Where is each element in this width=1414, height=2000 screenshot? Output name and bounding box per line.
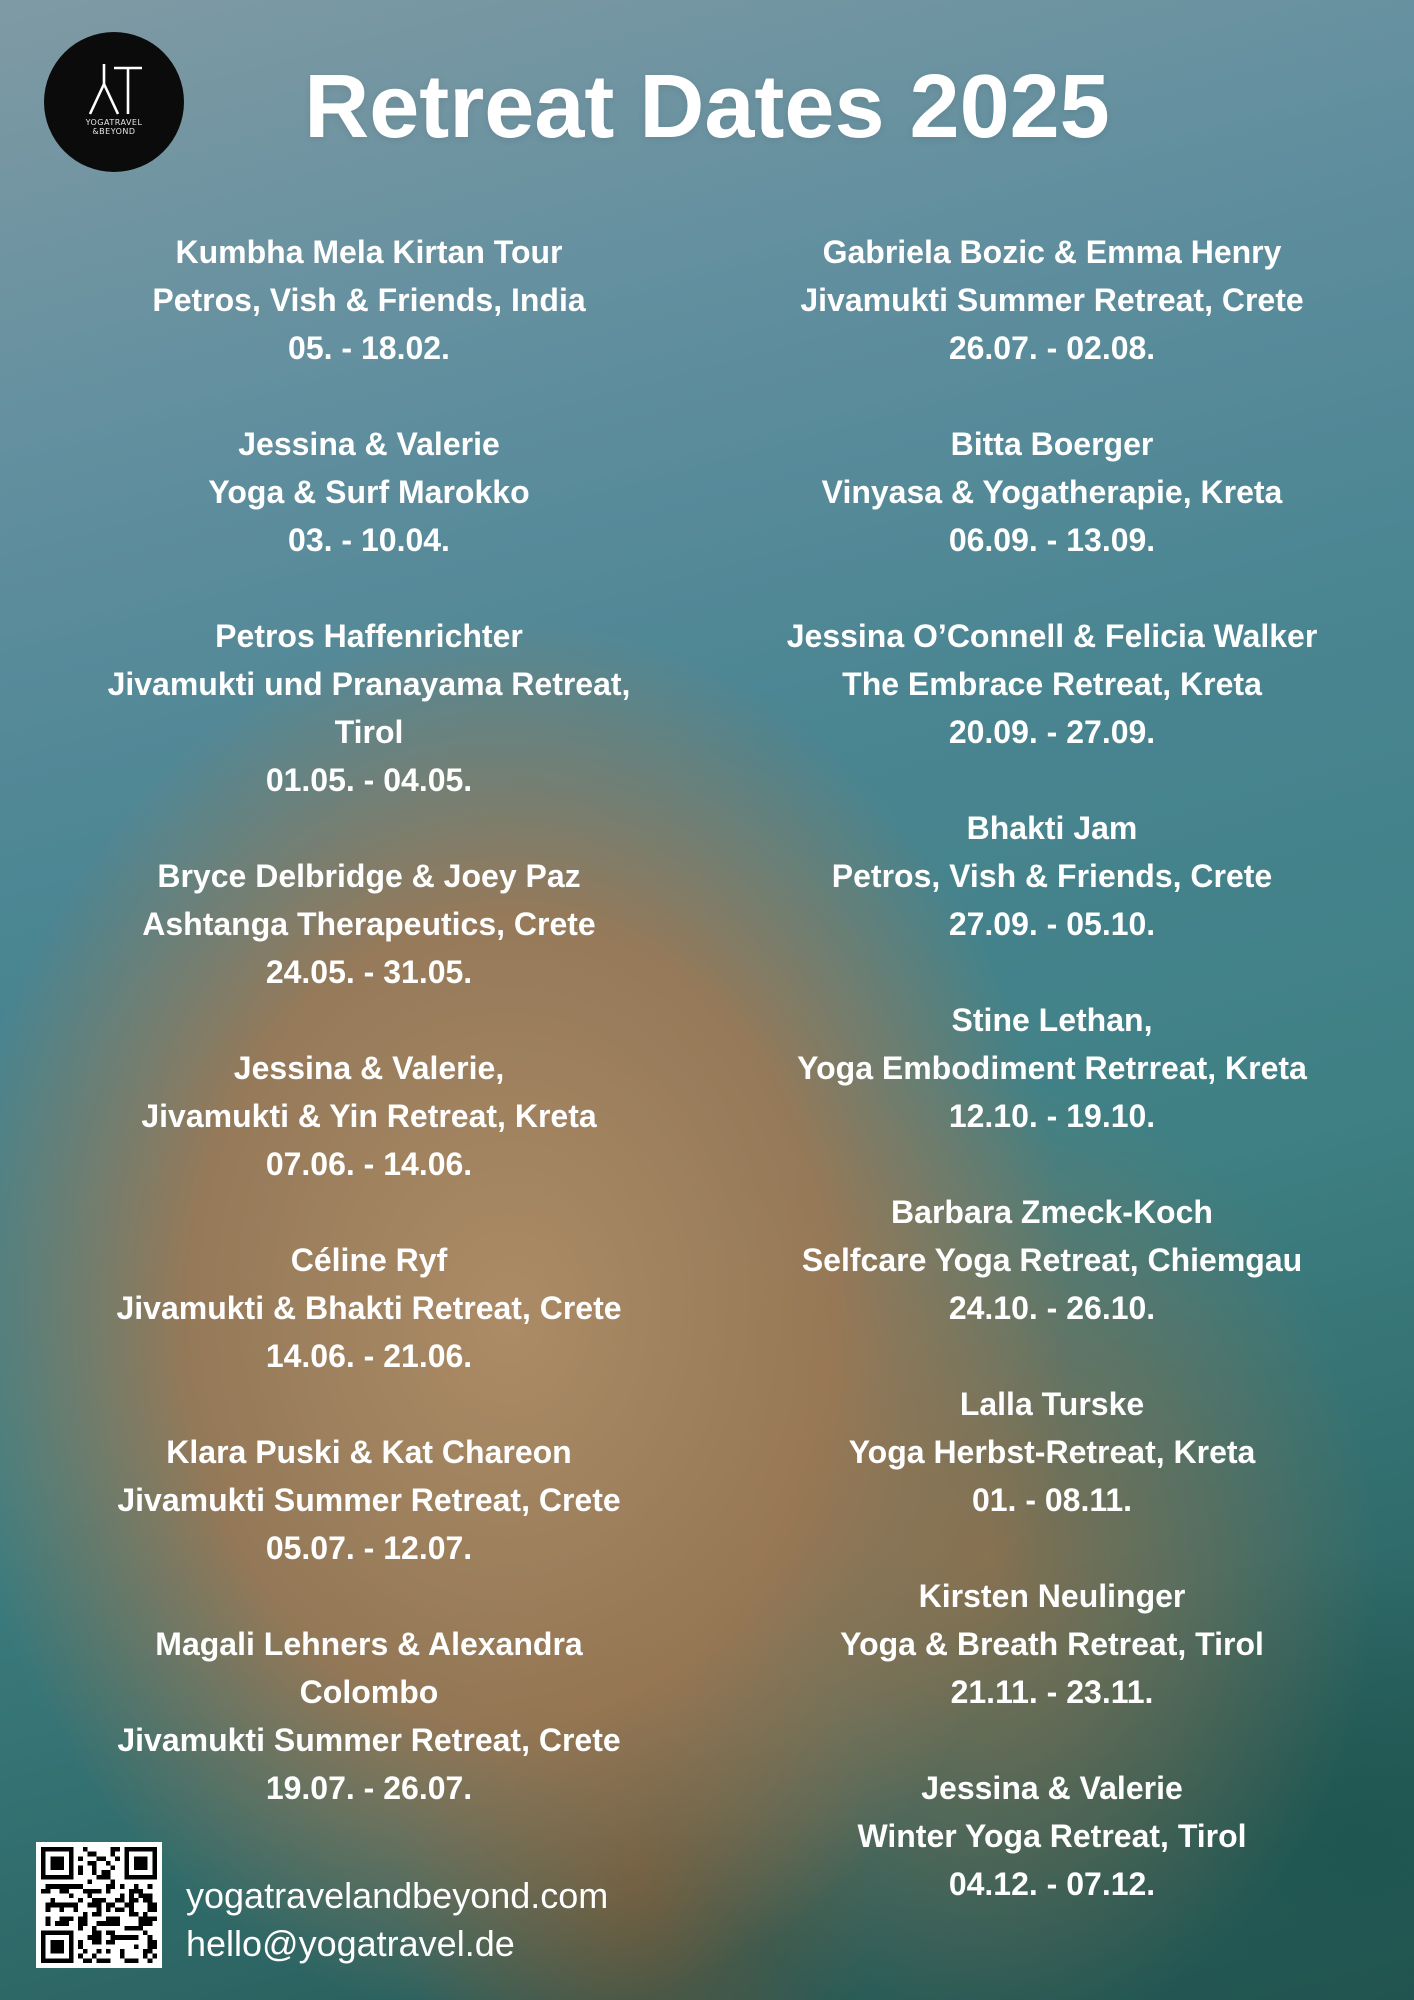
retreat-entry: [60, 1236, 678, 1380]
retreat-entry: [60, 1620, 678, 1812]
retreat-entry: [732, 804, 1372, 948]
retreat-entry-line: Jivamukti Summer Retreat, Crete: [117, 1722, 621, 1758]
retreat-entry-line: 27.09. - 05.10.: [948, 906, 1156, 942]
retreat-entry-line: 24.10. - 26.10.: [948, 1290, 1156, 1326]
retreat-entry-line: Yoga & Breath Retreat, Tirol: [840, 1626, 1264, 1662]
retreat-entry-line: 21.11. - 23.11.: [950, 1674, 1154, 1710]
logo-text-line1: YOGATRAVEL: [85, 118, 143, 127]
retreat-entry-line: Petros Haffenrichter: [215, 618, 523, 654]
retreat-entry-line: Jivamukti und Pranayama Retreat,: [107, 666, 631, 702]
retreat-entry-line: Yoga & Surf Marokko: [208, 474, 530, 510]
retreat-entry-line: The Embrace Retreat, Kreta: [842, 666, 1262, 702]
retreat-entry-line: Yoga Herbst-Retreat, Kreta: [848, 1434, 1256, 1470]
retreat-entry-line: Jessina & Valerie,: [233, 1050, 505, 1086]
retreat-entry-line: Kumbha Mela Kirtan Tour: [175, 234, 563, 270]
retreat-entry-line: Winter Yoga Retreat, Tirol: [857, 1818, 1247, 1854]
retreat-entry-line: 07.06. - 14.06.: [265, 1146, 473, 1182]
retreat-entry-line: 05. - 18.02.: [288, 330, 450, 366]
retreat-entry-line: Barbara Zmeck-Koch: [891, 1194, 1213, 1230]
retreat-entry-line: Gabriela Bozic & Emma Henry: [822, 234, 1282, 270]
retreat-entry-line: Bhakti Jam: [966, 810, 1138, 846]
retreat-entry: [732, 996, 1372, 1140]
left-retreat-column: [60, 228, 678, 1860]
retreat-entry-line: Jivamukti Summer Retreat, Crete: [800, 282, 1304, 318]
retreat-entry-line: Petros, Vish & Friends, Crete: [831, 858, 1273, 894]
retreat-entry-line: Selfcare Yoga Retreat, Chiemgau: [801, 1242, 1303, 1278]
retreat-entry: [732, 1764, 1372, 1908]
retreat-entry: [732, 420, 1372, 564]
retreat-entry-line: 26.07. - 02.08.: [948, 330, 1156, 366]
logo-text-line2: &BEYOND: [92, 127, 136, 136]
retreat-entry-line: Magali Lehners & Alexandra: [155, 1626, 583, 1662]
retreat-entry-line: 06.09. - 13.09.: [948, 522, 1156, 558]
retreat-entry: [732, 1380, 1372, 1524]
retreat-entry-line: Jessina O’Connell & Felicia Walker: [786, 618, 1318, 654]
qr-code-icon[interactable]: [36, 1842, 162, 1968]
right-retreat-column: [732, 228, 1372, 1956]
retreat-entry: [732, 612, 1372, 756]
retreat-entry-line: 24.05. - 31.05.: [265, 954, 473, 990]
retreat-entry-line: Lalla Turske: [959, 1386, 1145, 1422]
retreat-entry-line: Yoga Embodiment Retrreat, Kreta: [797, 1050, 1307, 1086]
retreat-entry-line: 03. - 10.04.: [288, 522, 450, 558]
retreat-entry-line: Tirol: [334, 714, 404, 750]
retreat-entry-line: Stine Lethan,: [951, 1002, 1153, 1038]
page-title: Retreat Dates 2025: [304, 57, 1110, 157]
retreat-entry: [732, 228, 1372, 372]
retreat-entry-line: Bitta Boerger: [950, 426, 1154, 462]
retreat-entry: [732, 1572, 1372, 1716]
retreat-entry: [60, 1428, 678, 1572]
retreat-entry-line: 05.07. - 12.07.: [265, 1530, 473, 1566]
retreat-entry: [60, 228, 678, 372]
retreat-entry-line: 01.05. - 04.05.: [265, 762, 473, 798]
retreat-entry-line: Jivamukti & Bhakti Retreat, Crete: [116, 1290, 622, 1326]
retreat-entry-line: 01. - 08.11.: [971, 1482, 1133, 1518]
retreat-entry-line: 20.09. - 27.09.: [948, 714, 1156, 750]
email-link[interactable]: hello@yogatravel.de: [186, 1923, 515, 1964]
retreat-entry-line: Jessina & Valerie: [238, 426, 500, 462]
retreat-entry-line: Jivamukti & Yin Retreat, Kreta: [141, 1098, 597, 1134]
retreat-entry-line: 12.10. - 19.10.: [948, 1098, 1156, 1134]
retreat-entry-line: Vinyasa & Yogatherapie, Kreta: [821, 474, 1283, 510]
retreat-entry-line: Kirsten Neulinger: [918, 1578, 1186, 1614]
retreat-entry: [732, 1188, 1372, 1332]
retreat-entry-line: Céline Ryf: [290, 1242, 448, 1278]
contact-block: [186, 1872, 608, 1968]
retreat-entry-line: Bryce Delbridge & Joey Paz: [157, 858, 581, 894]
retreat-entry-line: 19.07. - 26.07.: [265, 1770, 473, 1806]
retreat-entry-line: Jessina & Valerie: [921, 1770, 1183, 1806]
retreat-entry: [60, 612, 678, 804]
website-link[interactable]: yogatravelandbeyond.com: [186, 1875, 609, 1916]
retreat-entry: [60, 1044, 678, 1188]
retreat-entry-line: Jivamukti Summer Retreat, Crete: [117, 1482, 621, 1518]
retreat-entry-line: Colombo: [299, 1674, 439, 1710]
retreat-entry-line: Petros, Vish & Friends, India: [152, 282, 586, 318]
retreat-entry: [60, 852, 678, 996]
retreat-entry-line: 04.12. - 07.12.: [948, 1866, 1156, 1902]
retreat-entry-line: Ashtanga Therapeutics, Crete: [142, 906, 596, 942]
retreat-entry-line: 14.06. - 21.06.: [265, 1338, 473, 1374]
retreat-entry: [60, 420, 678, 564]
retreat-entry-line: Klara Puski & Kat Chareon: [166, 1434, 572, 1470]
